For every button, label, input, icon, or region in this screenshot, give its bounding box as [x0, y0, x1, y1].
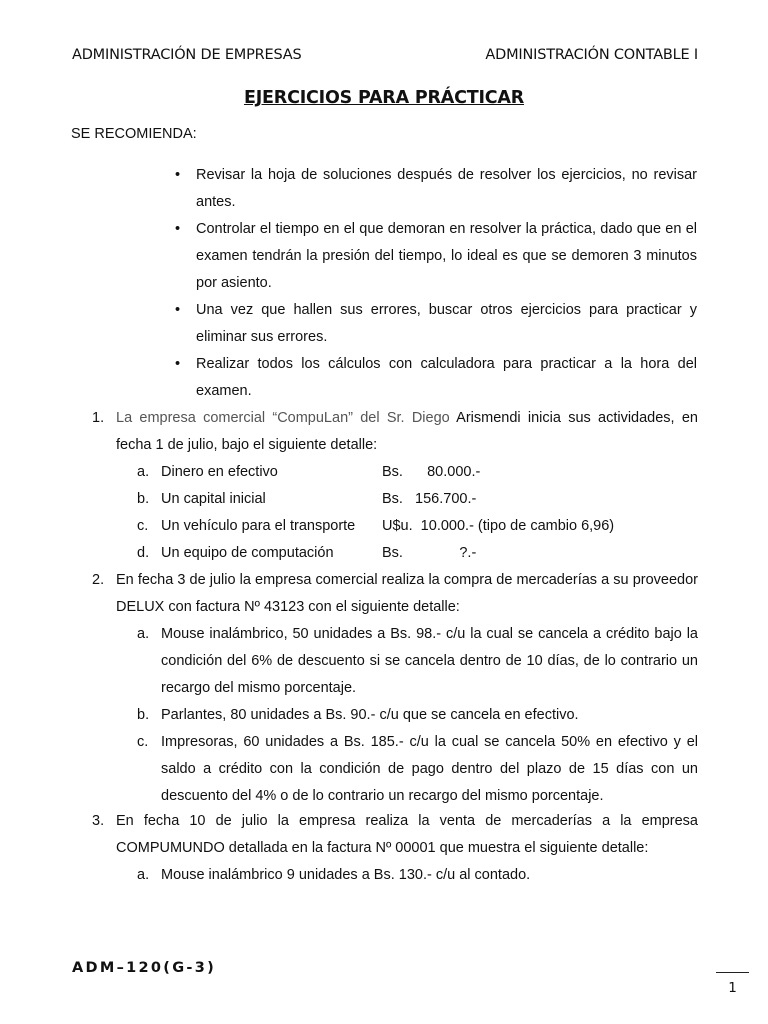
item-label: Un capital inicial [161, 491, 266, 507]
list-item [116, 486, 698, 513]
exercise-number: 1. [92, 410, 105, 426]
exercise-intro: En fecha 3 de julio la empresa comercial realiza la compra de mercaderías a su proveedor DELUX con factura Nº 43123 con el siguiente detalle: [116, 572, 698, 615]
exercise-number: 3. [92, 813, 105, 829]
list-item [116, 621, 698, 702]
item-letter: a. [137, 626, 150, 642]
item-label: Dinero en efectivo [161, 464, 278, 480]
item-amount: Bs. 156.700.- [382, 491, 477, 507]
exercise-intro: En fecha 10 de julio la empresa realiza la venta de mercaderías a la empresa COMPUMUNDO detallada en la factura Nº 00001 que muestra el siguiente detalle: [116, 813, 698, 856]
item-letter: b. [137, 491, 150, 507]
item-text: Mouse inalámbrico, 50 unidades a Bs. 98.- c/u la cual se cancela a crédito bajo la condición del 6% de descuento si se cancela dentro de 10 días, de lo contrario un recargo del mismo porcentaje. [161, 626, 698, 696]
item-amount: U$u. 10.000.- (tipo de cambio 6,96) [382, 518, 615, 534]
item-text: Mouse inalámbrico 9 unidades a Bs. 130.- c/u al contado. [161, 867, 531, 883]
item-letter: b. [137, 707, 150, 723]
item-amount: Bs. ?.- [382, 545, 477, 561]
header-right: ADMINISTRACIÓN CONTABLE I [485, 47, 698, 63]
footer-code: ADM–120(G-3) [72, 960, 217, 976]
exercise-3 [92, 808, 698, 889]
list-item [116, 862, 698, 889]
item-letter: c. [137, 518, 149, 534]
item-letter: c. [137, 734, 149, 750]
item-label: Un vehículo para el transporte [161, 518, 356, 534]
exercise-items [116, 459, 698, 567]
exercise-number: 2. [92, 572, 105, 588]
exercise-items [116, 621, 698, 810]
item-letter: a. [137, 464, 150, 480]
recommendation-item: • Revisar la hoja de soluciones después de resolver los ejercicios, no revisar antes. [175, 162, 697, 216]
header-left: ADMINISTRACIÓN DE EMPRESAS [72, 47, 302, 63]
recommendation-item: • Una vez que hallen sus errores, buscar otros ejercicios para practicar y eliminar sus errores. [175, 297, 697, 351]
item-letter: a. [137, 867, 150, 883]
list-item [116, 729, 698, 810]
exercise-1 [92, 405, 698, 567]
list-item [116, 513, 698, 540]
item-label: Un equipo de computación [161, 545, 334, 561]
exercise-intro-rest: Arismendi inicia sus actividades, en fecha 1 de julio, bajo el siguiente detalle: [116, 410, 698, 453]
list-item [116, 702, 698, 729]
recommendation-item: • Realizar todos los cálculos con calculadora para practicar a la hora del examen. [175, 351, 697, 405]
exercise-intro [116, 405, 698, 459]
exercise-2 [92, 567, 698, 810]
page-title: EJERCICIOS PARA PRÁCTICAR [243, 88, 525, 108]
page-number: 1 [716, 972, 749, 1003]
exercise-intro-light: La empresa comercial “CompuLan” del Sr. Diego [116, 410, 450, 426]
exercise-items [116, 862, 698, 889]
item-text: Parlantes, 80 unidades a Bs. 90.- c/u que se cancela en efectivo. [161, 707, 579, 723]
recommendation-item: • Controlar el tiempo en el que demoran en resolver la práctica, dado que en el examen tendrán la presión del tiempo, lo ideal es que se demoren 3 minutos por asiento. [175, 216, 697, 297]
list-item [116, 459, 698, 486]
item-letter: d. [137, 545, 150, 561]
recommendations-heading: SE RECOMIENDA: [71, 126, 197, 142]
item-text: Impresoras, 60 unidades a Bs. 185.- c/u la cual se cancela 50% en efectivo y el saldo a crédito con la condición de pago dentro del plazo de 15 días con un descuento del 4% o de lo contrario un recargo del mismo porcentaje. [161, 734, 698, 804]
list-item [116, 540, 698, 567]
item-amount: Bs. 80.000.- [382, 464, 481, 480]
recommendations-list [175, 162, 697, 405]
